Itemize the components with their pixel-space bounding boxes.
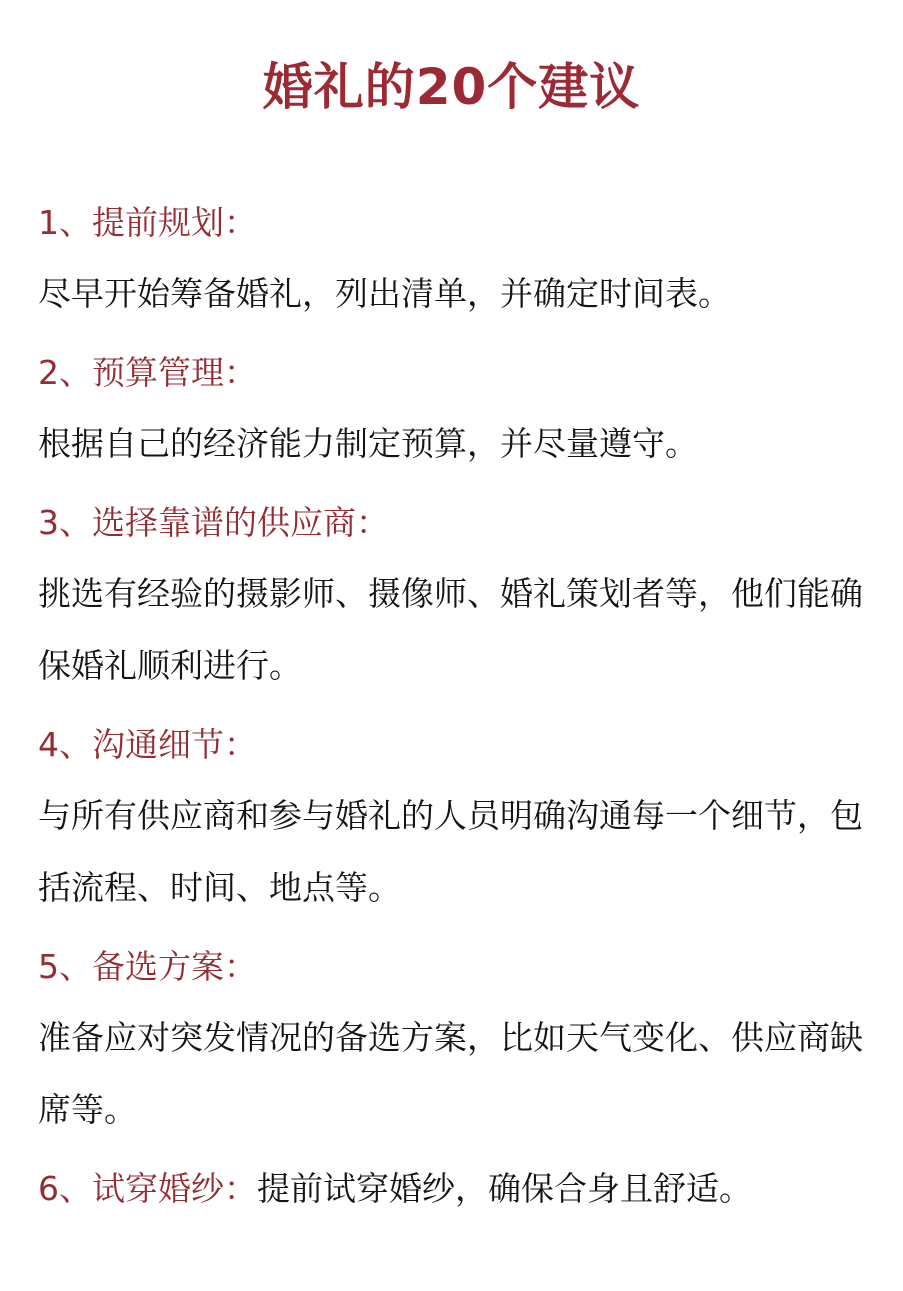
item-body: 准备应对突发情况的备选方案，比如天气变化、供应商缺席等。 <box>38 1018 863 1129</box>
item-heading-inline <box>38 1154 883 1224</box>
item-heading: 1、提前规划： <box>38 203 257 242</box>
list-item <box>38 338 883 480</box>
list-item <box>38 932 883 1146</box>
item-body: 根据自己的经济能力制定预算，并尽量遵守。 <box>38 424 698 463</box>
item-heading-label: 6、试穿婚纱： <box>38 1169 257 1208</box>
page-title: 婚礼的20个建议 <box>262 58 641 116</box>
list-item <box>38 188 883 330</box>
suggestions-list <box>38 188 883 1224</box>
list-item <box>38 1154 883 1224</box>
item-heading: 4、沟通细节： <box>38 725 257 764</box>
item-body: 挑选有经验的摄影师、摄像师、婚礼策划者等，他们能确保婚礼顺利进行。 <box>38 574 863 685</box>
item-body: 提前试穿婚纱，确保合身且舒适。 <box>257 1169 752 1208</box>
item-heading: 5、备选方案： <box>38 947 257 986</box>
item-heading: 3、选择靠谱的供应商： <box>38 503 389 542</box>
item-heading: 2、预算管理： <box>38 353 257 392</box>
list-item <box>38 488 883 702</box>
list-item <box>38 710 883 924</box>
item-body: 与所有供应商和参与婚礼的人员明确沟通每一个细节，包括流程、时间、地点等。 <box>38 796 863 907</box>
item-body: 尽早开始筹备婚礼，列出清单，并确定时间表。 <box>38 274 731 313</box>
